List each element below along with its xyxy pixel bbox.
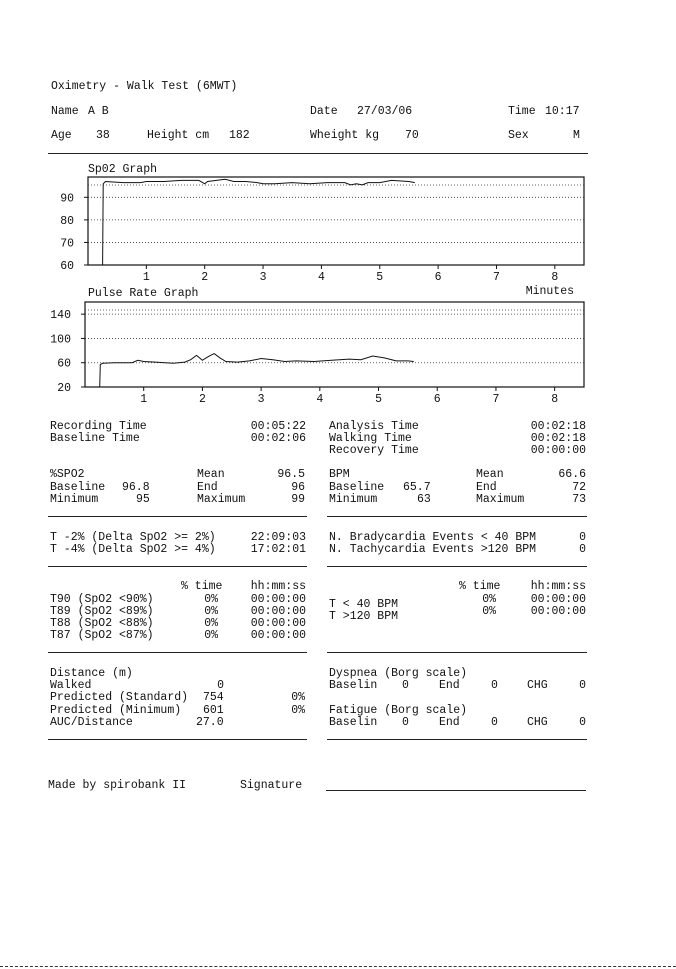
divider-right-3 [327, 652, 587, 653]
bradycardia-value: 0 [579, 531, 586, 544]
dyspnea-end-label: End [439, 679, 460, 692]
dyspnea-end-value: 0 [491, 679, 498, 692]
spo2-y-tick-label: 60 [60, 260, 74, 273]
divider-right-2 [327, 566, 587, 567]
x-axis-minutes-label: Minutes [525, 285, 574, 298]
bpm-baseline-value: 65.7 [403, 481, 431, 494]
recording-time-value: 00:05:22 [250, 420, 306, 433]
dyspnea-baselin-value: 0 [402, 679, 409, 692]
spo2-minimum-label: Minimum [50, 493, 99, 506]
walking-time-label: Walking Time [329, 432, 412, 445]
pulse-x-tick-label: 2 [198, 393, 206, 406]
baseline-time-label: Baseline Time [50, 432, 140, 445]
divider-right-1 [327, 516, 587, 517]
divider-left-4 [48, 739, 307, 740]
bpm-end-value: 72 [572, 481, 586, 494]
spo2-x-tick-label: 3 [259, 271, 267, 284]
bpm-end-label: End [476, 481, 497, 494]
pulse-x-tick-label: 8 [551, 393, 559, 406]
divider-left-3 [48, 652, 307, 653]
spo2-x-tick-label: 7 [493, 271, 500, 284]
weight-value: 70 [405, 129, 419, 142]
height-value: 182 [229, 129, 250, 142]
t90-hms: 00:00:00 [250, 593, 306, 606]
recovery-time-label: Recovery Time [329, 444, 419, 457]
t90-label: T90 (SpO2 <90%) [50, 593, 154, 606]
pulse-y-tick-label: 20 [57, 382, 71, 395]
fatigue-baselin-value: 0 [402, 716, 409, 729]
bpm-maximum-label: Maximum [476, 493, 525, 506]
pulse-x-tick-label: 3 [257, 393, 265, 406]
made-by-text: Made by spirobank II [48, 779, 187, 792]
time-label: Time [508, 105, 536, 118]
dyspnea-chg-value: 0 [579, 679, 586, 692]
t-hms-header: hh:mm:ss [250, 580, 306, 593]
recovery-time-value: 00:00:00 [530, 444, 586, 457]
spo2-stats-heading: %SPO2 [50, 468, 85, 481]
pulse-x-tick-label: 7 [492, 393, 500, 406]
t120-pct: 0% [482, 605, 496, 618]
sex-value: M [573, 129, 580, 142]
distance-heading: Distance (m) [50, 667, 133, 680]
t40-label: T < 40 BPM [329, 598, 399, 611]
divider-left-1 [48, 516, 307, 517]
age-label: Age [51, 129, 72, 142]
pulse-y-tick-label: 60 [57, 357, 71, 371]
t89-hms: 00:00:00 [250, 605, 306, 618]
t87-pct: 0% [204, 629, 218, 642]
fatigue-heading: Fatigue (Borg scale) [329, 704, 468, 717]
t-right-hms-header: hh:mm:ss [530, 580, 586, 593]
page-bottom-edge [0, 966, 676, 967]
t88-pct: 0% [204, 617, 218, 630]
predicted-minimum-pct: 0% [291, 704, 305, 717]
bradycardia-label: N. Bradycardia Events < 40 BPM [329, 531, 537, 544]
divider-left-2 [48, 566, 307, 567]
pulse-graph-title: Pulse Rate Graph [88, 287, 199, 300]
pulse-y-tick-label: 100 [50, 333, 71, 347]
walking-time-value: 00:02:18 [530, 432, 586, 445]
t40-hms: 00:00:00 [530, 593, 586, 606]
pulse-x-tick-label: 6 [433, 393, 441, 406]
pulse-plot-frame [85, 302, 584, 387]
fatigue-chg-label: CHG [527, 716, 548, 729]
predicted-standard-value: 754 [203, 691, 224, 704]
t87-hms: 00:00:00 [250, 629, 306, 642]
spo2-series-line [103, 179, 415, 265]
t89-pct: 0% [204, 605, 218, 618]
tachycardia-value: 0 [579, 543, 586, 556]
analysis-time-label: Analysis Time [329, 420, 419, 433]
t90-pct: 0% [204, 593, 218, 606]
spo2-x-tick-label: 8 [551, 271, 559, 284]
dyspnea-chg-label: CHG [527, 679, 548, 692]
spo2-y-tick-label: 70 [60, 237, 74, 251]
spo2-x-tick-label: 6 [434, 271, 442, 284]
sex-label: Sex [508, 129, 529, 142]
spo2-maximum-label: Maximum [197, 493, 246, 506]
pulse-y-tick-label: 140 [50, 309, 71, 323]
bpm-mean-label: Mean [476, 468, 504, 481]
spo2-x-tick-label: 2 [201, 271, 209, 284]
name-value: A B [88, 105, 109, 118]
predicted-minimum-value: 601 [203, 704, 224, 717]
age-value: 38 [96, 129, 110, 142]
spo2-baseline-value: 96.8 [122, 481, 150, 494]
t4-label: T -4% (Delta SpO2 >= 4%) [50, 543, 216, 556]
t2-label: T -2% (Delta SpO2 >= 2%) [50, 531, 216, 544]
walked-label: Walked [50, 679, 92, 692]
spo2-mean-label: Mean [197, 468, 225, 481]
spo2-minimum-value: 95 [136, 493, 150, 506]
auc-distance-label: AUC/Distance [50, 716, 133, 729]
name-label: Name [51, 105, 79, 118]
bpm-mean-value: 66.6 [558, 468, 586, 481]
spo2-y-tick-label: 90 [60, 192, 74, 206]
spo2-end-label: End [197, 481, 218, 494]
predicted-minimum-label: Predicted (Minimum) [50, 704, 182, 717]
report-title: Oximetry - Walk Test (6MWT) [51, 80, 238, 93]
pulse-series-line [100, 354, 414, 387]
predicted-standard-pct: 0% [291, 691, 305, 704]
signature-label: Signature [240, 779, 303, 792]
t89-label: T89 (SpO2 <89%) [50, 605, 154, 618]
t4-value: 17:02:01 [250, 543, 306, 556]
spo2-x-tick-label: 4 [317, 271, 325, 284]
fatigue-chg-value: 0 [579, 716, 586, 729]
t2-value: 22:09:03 [250, 531, 306, 544]
date-label: Date [310, 105, 338, 118]
spo2-x-tick-label: 5 [376, 271, 384, 284]
t40-pct: 0% [482, 593, 496, 606]
bpm-stats-heading: BPM [329, 468, 350, 481]
fatigue-end-value: 0 [491, 716, 498, 729]
t-pct-header: % time [181, 580, 223, 593]
fatigue-end-label: End [439, 716, 460, 729]
divider-right-4 [327, 739, 587, 740]
spo2-end-value: 96 [291, 481, 305, 494]
charts-area [0, 158, 676, 418]
spo2-maximum-value: 99 [291, 493, 305, 506]
bpm-maximum-value: 73 [572, 493, 586, 506]
spo2-plot-frame [88, 177, 584, 265]
spo2-mean-value: 96.5 [277, 468, 305, 481]
t87-label: T87 (SpO2 <87%) [50, 629, 154, 642]
analysis-time-value: 00:02:18 [530, 420, 586, 433]
baseline-time-value: 00:02:06 [250, 432, 306, 445]
spo2-baseline-label: Baseline [50, 481, 106, 494]
signature-line [326, 790, 586, 791]
bpm-minimum-value: 63 [417, 493, 431, 506]
tachycardia-label: N. Tachycardia Events >120 BPM [329, 543, 537, 556]
time-value: 10:17 [545, 105, 580, 118]
pulse-x-tick-label: 4 [316, 393, 324, 406]
auc-distance-value: 27.0 [196, 716, 224, 729]
bpm-baseline-label: Baseline [329, 481, 385, 494]
date-value: 27/03/06 [357, 105, 413, 118]
bpm-minimum-label: Minimum [329, 493, 378, 506]
spo2-x-tick-label: 1 [142, 271, 150, 284]
recording-time-label: Recording Time [50, 420, 147, 433]
weight-label: Wheight kg [310, 129, 380, 142]
t120-label: T >120 BPM [329, 610, 399, 623]
spo2-graph-title: Sp02 Graph [88, 163, 158, 176]
walked-value: 0 [217, 679, 224, 692]
pulse-x-tick-label: 5 [375, 393, 382, 406]
t-right-pct-header: % time [459, 580, 501, 593]
spo2-y-tick-label: 80 [60, 214, 74, 228]
t88-hms: 00:00:00 [250, 617, 306, 630]
t120-hms: 00:00:00 [530, 605, 586, 618]
dyspnea-baselin-label: Baselin [329, 679, 378, 692]
predicted-standard-label: Predicted (Standard) [50, 691, 189, 704]
fatigue-baselin-label: Baselin [329, 716, 378, 729]
pulse-x-tick-label: 1 [140, 393, 148, 406]
dyspnea-heading: Dyspnea (Borg scale) [329, 667, 468, 680]
height-label: Height cm [147, 129, 210, 142]
t88-label: T88 (SpO2 <88%) [50, 617, 154, 630]
header-divider [48, 153, 588, 154]
